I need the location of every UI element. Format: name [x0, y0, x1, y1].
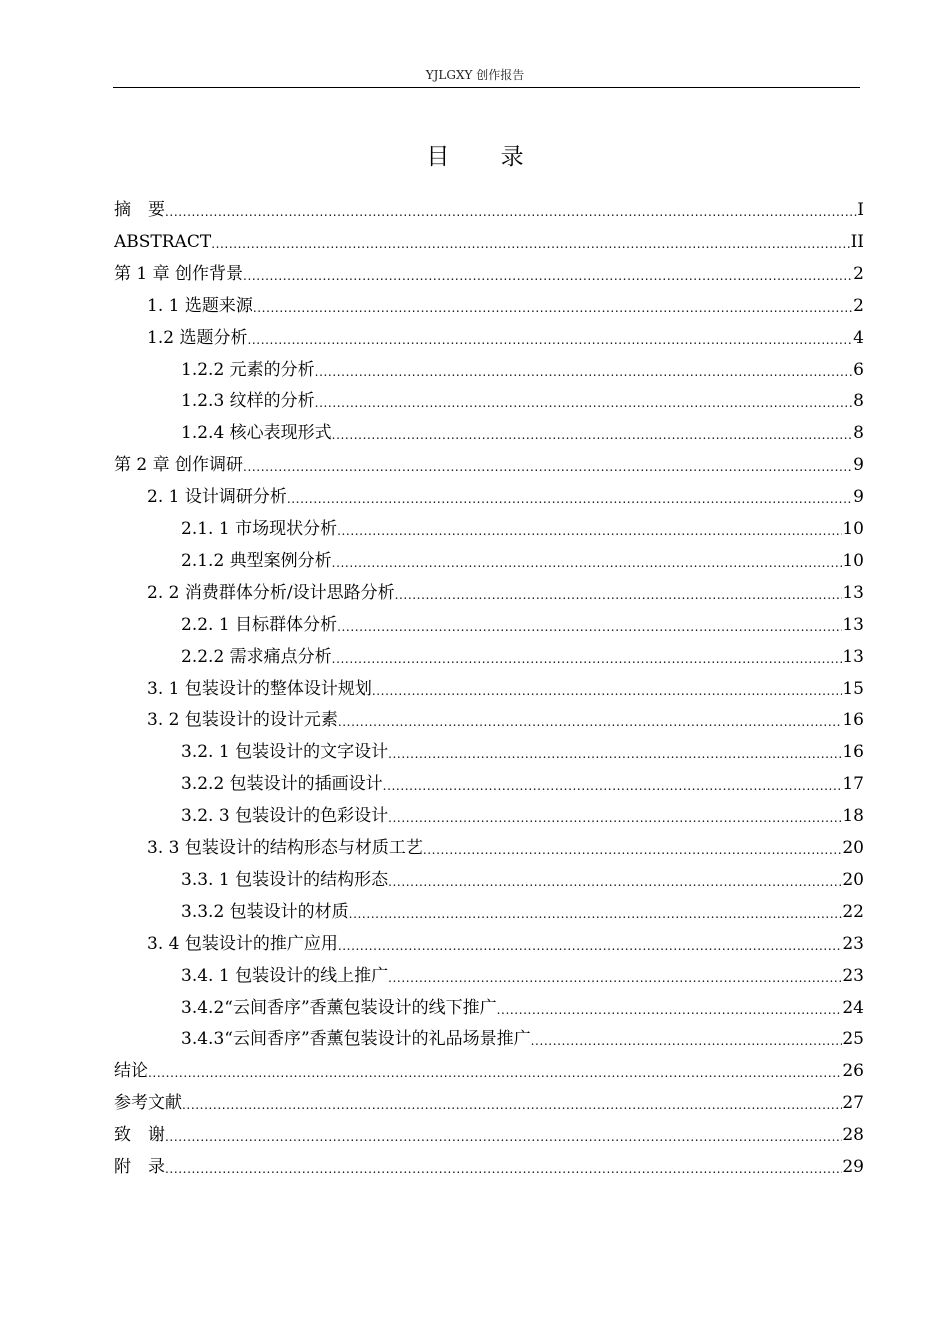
toc-entry[interactable]	[114, 1054, 864, 1082]
dot-leader	[388, 869, 842, 891]
dot-leader	[388, 741, 842, 763]
toc-entry-title: 3. 4 包装设计的推广应用	[147, 934, 338, 954]
toc-entry-page-number: 23	[842, 934, 864, 954]
toc-entry-page-number: 9	[853, 487, 864, 507]
toc-entry-title: 3.3.2 包装设计的材质	[181, 902, 349, 922]
toc-entry-title: 摘 要	[114, 200, 165, 220]
toc-entry-title: 第 1 章 创作背景	[114, 264, 244, 284]
toc-entry-title: 结论	[114, 1061, 148, 1081]
toc-entry[interactable]	[181, 353, 864, 381]
toc-entry-page-number: 13	[842, 647, 864, 667]
toc-entry-page-number: 25	[842, 1029, 864, 1049]
toc-entry-title: 1.2.4 核心表现形式	[181, 423, 332, 443]
toc-entry-page-number: 8	[853, 423, 864, 443]
toc-entry-page-number: 22	[842, 902, 864, 922]
dot-leader	[211, 231, 850, 253]
toc-entry[interactable]	[181, 863, 864, 891]
toc-entry-page-number: II	[850, 232, 864, 252]
toc-entry-title: 2. 1 设计调研分析	[147, 487, 287, 507]
toc-entry[interactable]	[147, 703, 864, 731]
toc-entry-title: 3.4.2“云间香序”香薰包装设计的线下推广	[181, 998, 497, 1018]
toc-entry-title: 3.2. 3 包装设计的色彩设计	[181, 806, 389, 826]
dot-leader	[247, 327, 853, 349]
toc-entry[interactable]	[181, 416, 864, 444]
dot-leader	[338, 933, 843, 955]
toc-entry[interactable]	[114, 193, 864, 221]
dot-leader	[148, 1060, 842, 1082]
toc-entry-page-number: 13	[842, 583, 864, 603]
dot-leader	[315, 359, 854, 381]
toc-entry-title: 3.4. 1 包装设计的线上推广	[181, 966, 389, 986]
toc-entry-page-number: 29	[842, 1157, 864, 1177]
toc-entry[interactable]	[147, 672, 864, 700]
toc-entry-page-number: 16	[842, 742, 864, 762]
toc-entry[interactable]	[181, 959, 864, 987]
toc-entry-title: 1.2.3 纹样的分析	[181, 391, 315, 411]
toc-entry[interactable]	[181, 895, 864, 923]
toc-entry[interactable]	[181, 991, 864, 1019]
toc-entry-page-number: 2	[853, 264, 864, 284]
toc-entry[interactable]	[114, 1150, 864, 1178]
toc-entry-title: 3.2.2 包装设计的插画设计	[181, 774, 383, 794]
dot-leader	[243, 263, 853, 285]
dot-leader	[315, 390, 854, 412]
toc-entry[interactable]	[114, 448, 864, 476]
header-divider	[113, 87, 860, 88]
toc-entry-page-number: 9	[853, 455, 864, 475]
toc-entry[interactable]	[181, 608, 864, 636]
toc-entry-page-number: 13	[842, 615, 864, 635]
toc-entry[interactable]	[181, 799, 864, 827]
toc-entry-title: 2. 2 消费群体分析/设计思路分析	[147, 583, 395, 603]
dot-leader	[165, 1156, 842, 1178]
toc-entry-title: 参考文献	[114, 1093, 182, 1113]
toc-entry-title: 3. 2 包装设计的设计元素	[147, 710, 338, 730]
dot-leader	[388, 805, 842, 827]
toc-entry[interactable]	[147, 321, 864, 349]
dot-leader	[423, 837, 843, 859]
toc-entry[interactable]	[181, 544, 864, 572]
toc-entry-page-number: 10	[842, 551, 864, 571]
toc-entry-page-number: 28	[842, 1125, 864, 1145]
toc-entry[interactable]	[147, 289, 864, 317]
dot-leader	[253, 295, 853, 317]
toc-entry-title: 3.3. 1 包装设计的结构形态	[181, 870, 389, 890]
toc-entry-title: 1.2 选题分析	[147, 328, 248, 348]
toc-entry[interactable]	[114, 1086, 864, 1114]
toc-entry-page-number: 4	[853, 328, 864, 348]
toc-entry[interactable]	[181, 767, 864, 795]
toc-entry[interactable]	[147, 927, 864, 955]
dot-leader	[395, 582, 843, 604]
toc-entry-page-number: 23	[842, 966, 864, 986]
dot-leader	[497, 997, 843, 1019]
toc-entry-title: ABSTRACT	[114, 232, 212, 252]
toc-entry[interactable]	[181, 384, 864, 412]
toc-entry-title: 致 谢	[114, 1125, 165, 1145]
toc-entry-page-number: 20	[842, 870, 864, 890]
dot-leader	[332, 646, 843, 668]
toc-entry-page-number: 26	[842, 1061, 864, 1081]
toc-entry[interactable]	[181, 512, 864, 540]
dot-leader	[337, 518, 842, 540]
toc-entry[interactable]	[114, 257, 864, 285]
dot-leader	[388, 965, 842, 987]
toc-entry[interactable]	[181, 735, 864, 763]
toc-entry-title: 附 录	[114, 1157, 165, 1177]
dot-leader	[165, 1124, 842, 1146]
dot-leader	[182, 1092, 842, 1114]
dot-leader	[332, 550, 843, 572]
toc-entry-title: 1. 1 选题来源	[147, 296, 253, 316]
toc-title: 目 录	[426, 144, 546, 170]
toc-entry[interactable]	[114, 225, 864, 253]
toc-entry-title: 2.1. 1 市场现状分析	[181, 519, 338, 539]
toc-entry-page-number: 6	[853, 360, 864, 380]
toc-entry-page-number: 24	[842, 998, 864, 1018]
toc-entry-title: 2.1.2 典型案例分析	[181, 551, 332, 571]
toc-entry[interactable]	[181, 640, 864, 668]
toc-entry[interactable]	[181, 1022, 864, 1050]
dot-leader	[531, 1028, 843, 1050]
toc-entry-page-number: 18	[842, 806, 864, 826]
toc-entry-page-number: 2	[853, 296, 864, 316]
dot-leader	[338, 709, 843, 731]
dot-leader	[243, 454, 853, 476]
dot-leader	[383, 773, 843, 795]
toc-entry-title: 3.2. 1 包装设计的文字设计	[181, 742, 389, 762]
toc-entry-page-number: 27	[842, 1093, 864, 1113]
toc-entry-page-number: 17	[842, 774, 864, 794]
toc-entry-page-number: 8	[853, 391, 864, 411]
running-header: YJLGXY 创作报告	[425, 68, 525, 82]
dot-leader	[332, 422, 854, 444]
toc-entry-title: 3. 1 包装设计的整体设计规划	[147, 679, 372, 699]
toc-entry-page-number: 20	[842, 838, 864, 858]
toc-entry-page-number: 15	[842, 679, 864, 699]
toc-entry[interactable]	[114, 1118, 864, 1146]
dot-leader	[337, 614, 842, 636]
toc-entry-page-number: 16	[842, 710, 864, 730]
toc-entry-title: 2.2. 1 目标群体分析	[181, 615, 338, 635]
dot-leader	[349, 901, 843, 923]
toc-entry[interactable]	[147, 831, 864, 859]
toc-entry-title: 3. 3 包装设计的结构形态与材质工艺	[147, 838, 423, 858]
toc-entry[interactable]	[147, 480, 864, 508]
toc-entry-page-number: I	[857, 200, 864, 220]
toc-entry-title: 2.2.2 需求痛点分析	[181, 647, 332, 667]
toc-entry-title: 3.4.3“云间香序”香薰包装设计的礼品场景推广	[181, 1029, 531, 1049]
dot-leader	[372, 678, 843, 700]
dot-leader	[165, 199, 857, 221]
toc-entry-title: 1.2.2 元素的分析	[181, 360, 315, 380]
toc-entry-page-number: 10	[842, 519, 864, 539]
toc-entry[interactable]	[147, 576, 864, 604]
dot-leader	[287, 486, 853, 508]
toc-entry-title: 第 2 章 创作调研	[114, 455, 244, 475]
